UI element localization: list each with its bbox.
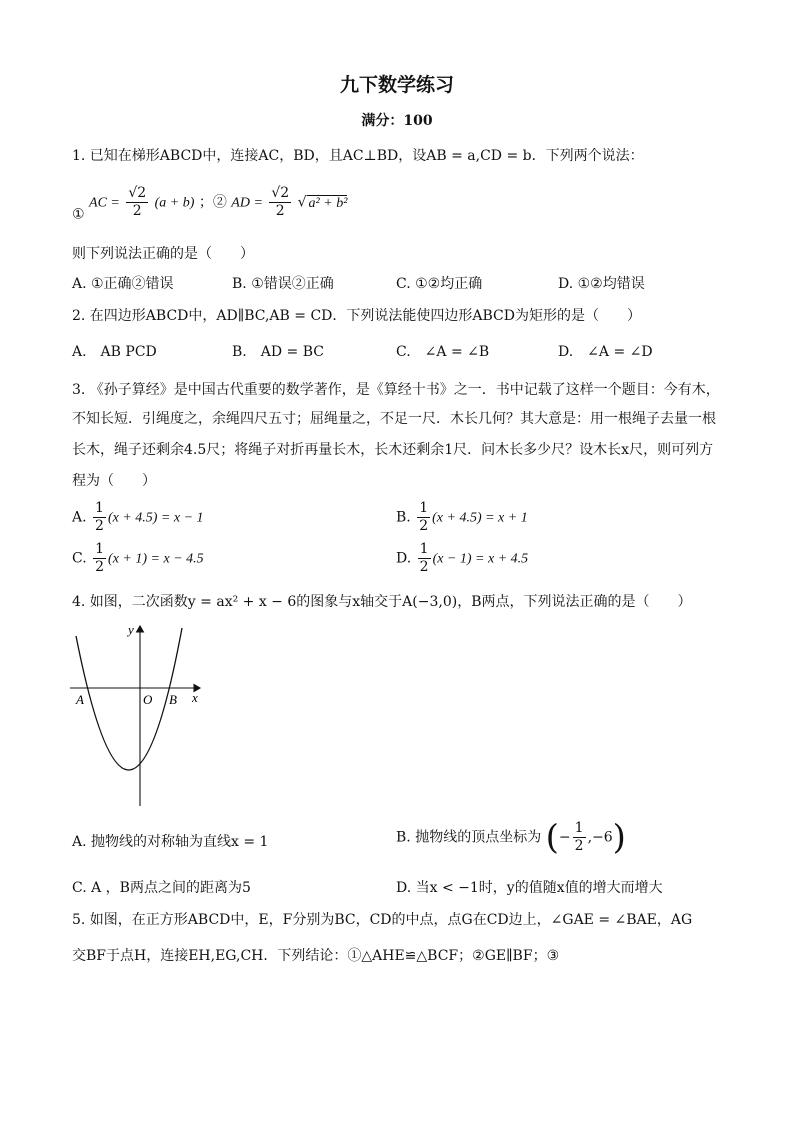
q3-c-den: 2 bbox=[95, 559, 105, 575]
q2-option-a: A. AB PCD bbox=[72, 344, 157, 360]
q4-option-d: D. 当x < −1时，y的值随x值的增大而增大 bbox=[396, 880, 663, 896]
q1-stem: 1. 已知在梯形ABCD中，连接AC，BD，且AC⊥BD，设AB = a,CD = b．下列两个说法： bbox=[72, 148, 644, 164]
q3-c-num: 1 bbox=[95, 541, 105, 557]
x-axis-label: x bbox=[192, 690, 198, 705]
q1-f2-frac bbox=[269, 185, 291, 220]
q3-line-1: 3. 《孙子算经》是中国古代重要的数学著作，是《算经十书》之一．书中记载了这样一个题目：今有木， bbox=[72, 382, 720, 398]
q5-line-1: 5. 如图，在正方形ABCD中，E，F分别为BC，CD的中点，点G在CD边上，∠GAE = ∠BAE，AG bbox=[72, 912, 693, 928]
point-b-label: B bbox=[169, 692, 177, 707]
q4-b-tail: ,−6 bbox=[587, 829, 613, 846]
q1-f1-den: 2 bbox=[132, 203, 142, 219]
q3-c-expr: (x + 1) = x − 4.5 bbox=[108, 551, 204, 567]
q1-circle-1: ① bbox=[72, 206, 85, 223]
q1-formulas: ① AC = $\frac{√2}{2}$ (a + b) ；② AD = $\frac{√2}{2}$ √ a² + b² bbox=[72, 185, 348, 223]
q4-b-text: B. 抛物线的顶点坐标为 bbox=[396, 829, 542, 846]
q3-d-den: 2 bbox=[419, 559, 429, 575]
q1-option-b: B. ①错误②正确 bbox=[232, 276, 334, 292]
q1-f1-num: √2 bbox=[128, 185, 147, 201]
q3-option-a bbox=[72, 500, 204, 535]
q1-f2-den: 2 bbox=[275, 203, 285, 219]
q3-option-d bbox=[396, 541, 528, 576]
q1-f1-rhs: (a + b) bbox=[154, 195, 195, 211]
q3-a-num: 1 bbox=[95, 500, 104, 516]
origin-label: O bbox=[143, 692, 153, 707]
q3-c-label: C. bbox=[72, 550, 87, 567]
y-axis-label: y bbox=[128, 622, 134, 637]
q3-option-c bbox=[72, 541, 204, 576]
q3-a-expr: (x + 4.5) = x − 1 bbox=[107, 510, 204, 526]
q3-line-3: 长木，绳子还剩余4.5尺；将绳子对折再量长木，长木还剩余1尺．问木长多少尺？设木长x尺，则可列方 bbox=[72, 442, 714, 458]
parabola-svg bbox=[70, 618, 220, 818]
q3-b-label: B. bbox=[396, 509, 411, 526]
q1-f2-lhs: AD = bbox=[231, 195, 263, 211]
q4-option-c: C. A ，B两点之间的距离为5 bbox=[72, 880, 251, 896]
q2-option-c: C. ∠A = ∠B bbox=[396, 344, 490, 360]
q3-b-den: 2 bbox=[419, 518, 429, 534]
parabola-graph bbox=[70, 618, 220, 818]
q1-option-d: D. ①②均错误 bbox=[558, 276, 645, 292]
q3-option-b bbox=[396, 500, 528, 535]
page-title: 九下数学练习 bbox=[339, 74, 454, 96]
q4-stem: 4. 如图，二次函数y = ax² + x − 6的图象与x轴交于A(−3,0)，B两点，下列说法正确的是（ ） bbox=[72, 594, 692, 610]
q1-option-a: A. ①正确②错误 bbox=[72, 276, 174, 292]
q2-option-d: D. ∠A = ∠D bbox=[558, 344, 653, 360]
q3-d-num: 1 bbox=[419, 541, 429, 557]
point-a-label: A bbox=[76, 692, 84, 707]
q1-f2-num: √2 bbox=[271, 185, 290, 201]
q3-b-num: 1 bbox=[419, 500, 429, 516]
q4-option-a: A. 抛物线的对称轴为直线x = 1 bbox=[72, 834, 269, 850]
q1-sep: ；② bbox=[198, 194, 227, 211]
q4-b-den: 2 bbox=[574, 838, 584, 854]
q5-line-2: 交BF于点H，连接EH,EG,CH．下列结论：①△AHE≌△BCF；②GE∥BF；③ bbox=[72, 948, 560, 964]
q1-f1-lhs: AC = bbox=[89, 195, 120, 211]
parabola-curve bbox=[76, 628, 182, 770]
q1-option-c: C. ①②均正确 bbox=[396, 276, 483, 292]
q3-line-2: 不知长短．引绳度之，余绳四尺五寸；屈绳量之，不足一尺．木长几何？其大意是：用一根绳子去量一根 bbox=[72, 411, 716, 427]
q4-option-b: B. 抛物线的顶点坐标为 (− $\frac{1}{2}$ ,−6) bbox=[396, 817, 626, 858]
q1-f2-root: a² + b² bbox=[308, 195, 348, 211]
q3-b-expr: (x + 4.5) = x + 1 bbox=[432, 510, 528, 526]
q2-option-b: B. AD = BC bbox=[232, 344, 324, 360]
q4-b-minus: − bbox=[558, 829, 571, 846]
q3-line-4: 程为（ ） bbox=[72, 473, 156, 489]
q1-f1-frac bbox=[126, 185, 148, 220]
full-score: 满分：100 bbox=[361, 113, 433, 129]
q3-a-den: 2 bbox=[95, 518, 104, 534]
q3-d-label: D. bbox=[396, 550, 412, 567]
q2-stem: 2. 在四边形ABCD中，AD∥BC,AB = CD．下列说法能使四边形ABCD为矩形的是（ ） bbox=[72, 308, 641, 324]
q1-question: 则下列说法正确的是（ ） bbox=[72, 246, 254, 262]
q4-b-num: 1 bbox=[574, 820, 584, 836]
q3-d-expr: (x − 1) = x + 4.5 bbox=[432, 551, 529, 567]
q3-a-label: A. bbox=[72, 509, 87, 526]
